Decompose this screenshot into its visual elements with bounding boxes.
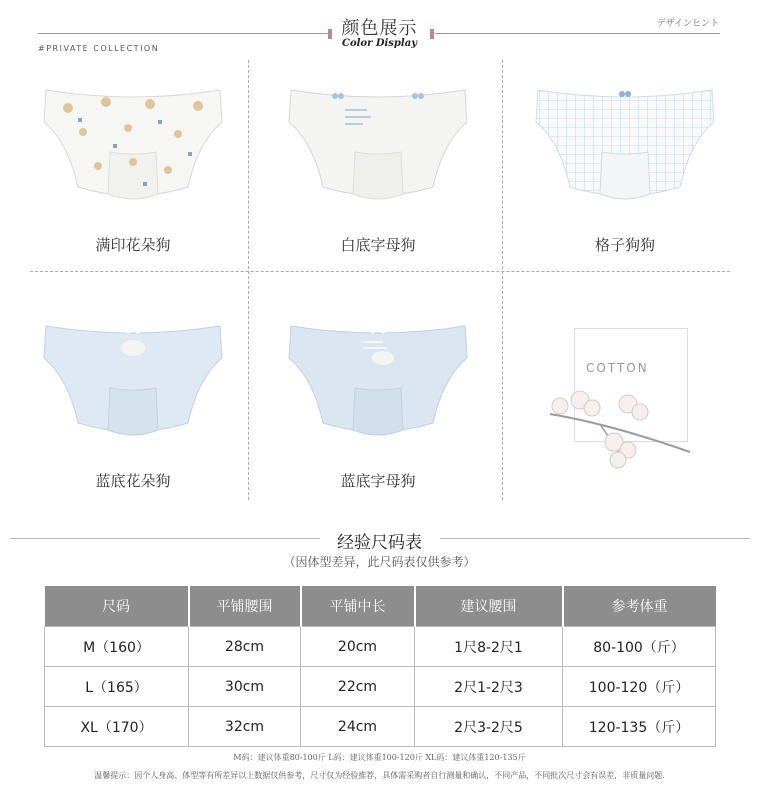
- page-title: 颜色展示: [341, 18, 418, 39]
- product-label-4: 蓝底花朵狗: [95, 472, 171, 490]
- product-card-1[interactable]: [38, 82, 228, 212]
- table-header-cell: 平铺腰围: [189, 586, 301, 627]
- table-cell: 80-100（斤）: [563, 627, 716, 667]
- grid-divider-horizontal: [30, 271, 730, 272]
- product-card-4[interactable]: [38, 318, 228, 448]
- table-cell: 2尺3-2尺5: [415, 707, 563, 747]
- product-label-1: 满印花朵狗: [95, 236, 171, 254]
- product-label-3: 格子狗狗: [594, 236, 655, 254]
- white-letter-briefs-icon: [283, 82, 473, 212]
- product-card-5[interactable]: [283, 318, 473, 448]
- table-cell: 30cm: [189, 667, 301, 707]
- table-cell: 2尺1-2尺3: [415, 667, 563, 707]
- size-chart-subtitle: （因体型差异，此尺码表仅供参考）: [283, 555, 476, 569]
- table-cell: 28cm: [189, 627, 301, 667]
- page-subtitle: Color Display: [341, 38, 418, 49]
- table-cell: XL（170）: [45, 707, 189, 747]
- table-header-row: [45, 586, 716, 627]
- jp-text: デザインヒント: [656, 19, 719, 29]
- table-header-cell: 参考体重: [563, 586, 716, 627]
- white-print-briefs-icon: [38, 82, 228, 212]
- size-table: [44, 586, 716, 747]
- tips-note: 温馨提示：因个人身高、体型等有所差异以上数据仅供参考，尺寸仅为经验推荐，具体需采购者自行测量和确认，不同产品，不同批次尺寸会有误差，非质量问题.: [94, 771, 665, 780]
- table-cell: 1尺8-2尺1: [415, 627, 563, 667]
- table-cell: 120-135（斤）: [563, 707, 716, 747]
- table-row: [45, 707, 716, 747]
- grid-divider-vertical-2: [502, 60, 503, 500]
- brand-text: #PRIVATE COLLECTION: [38, 44, 160, 53]
- table-cell: 20cm: [301, 627, 415, 667]
- product-label-2: 白底字母狗: [340, 236, 416, 254]
- table-header-cell: 平铺中长: [301, 586, 415, 627]
- table-row: [45, 667, 716, 707]
- cotton-label: COTTON: [586, 361, 649, 375]
- table-cell: M（160）: [45, 627, 189, 667]
- table-cell: 22cm: [301, 667, 415, 707]
- product-card-3[interactable]: [530, 82, 720, 212]
- table-header-cell: 尺码: [45, 586, 189, 627]
- product-label-5: 蓝底字母狗: [340, 472, 416, 490]
- table-row: [45, 627, 716, 667]
- table-cell: 24cm: [301, 707, 415, 747]
- grid-briefs-icon: [530, 82, 720, 212]
- blue-flower-briefs-icon: [38, 318, 228, 448]
- cotton-branch-icon: [540, 384, 700, 474]
- grid-divider-vertical-1: [248, 60, 249, 500]
- table-header-cell: 建议腰围: [415, 586, 563, 627]
- size-chart-title: 经验尺码表: [337, 533, 422, 553]
- product-card-2[interactable]: [283, 82, 473, 212]
- table-cell: 32cm: [189, 707, 301, 747]
- table-cell: 100-120（斤）: [563, 667, 716, 707]
- blue-letter-briefs-icon: [283, 318, 473, 448]
- table-cell: L（165）: [45, 667, 189, 707]
- weight-note: M码：建议体重80-100斤 L码：建议体重100-120斤 XL码：建议体重120-135斤: [233, 753, 526, 762]
